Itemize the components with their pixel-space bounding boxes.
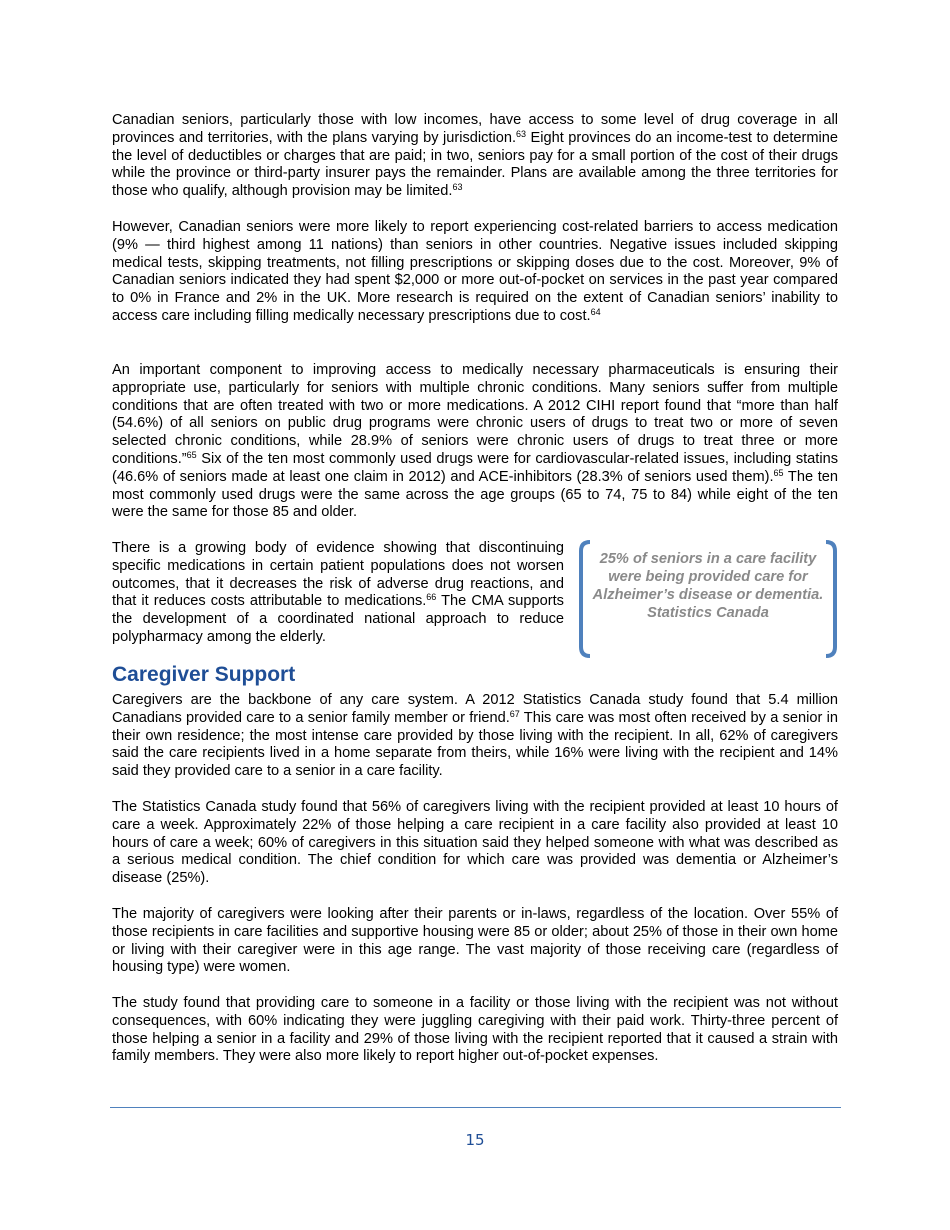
pull-quote-text <box>588 550 828 622</box>
footnote-ref: 64 <box>590 306 601 317</box>
paragraph-appropriate-use: An important component to improving access to medically necessary pharmaceuticals is ensuring their appropriate use, particularly for seniors with multiple chronic conditions. Many seniors suffer from multiple conditions that are often treated with two or more medications. A 2012 CIHI report found that “more than half (54.6%) of all seniors on public drug programs were chronic users of drugs to treat two or more of seven selected chronic conditions, while 28.9% of seniors were chronic users of drugs to treat three or more conditions.”$^{65}$ Six of the ten most commonly used drugs were for cardiovascular-related issues, including statins (46.6% of seniors made at least one claim in 2012) and ACE-inhibitors (28.3% of seniors used them).$^{65}$ The ten most commonly used drugs were the same across the age groups (65 to 74, 75 to 84) while eight of the ten were the same for those 85 and older. <box>112 362 838 521</box>
footnote-ref: 63 <box>516 128 527 139</box>
paragraph-hours-of-care: The Statistics Canada study found that 56% of caregivers living with the recipient provided at least 10 hours of care a week. Approximately 22% of those helping a care recipient in a care facility also provided at least 10 hours of care a week; 60% of caregivers in this situation said they helped someone with what was described as a serious medical condition. The chief condition for which care was provided was dementia or Alzheimer’s disease (25%). <box>112 799 838 887</box>
paragraph-majority-caregivers: The majority of caregivers were looking after their parents or in-laws, regardless of the location. Over 55% of those recipients in care facilities and supportive housing were 85 or older; about 25% of those in their own home or living with their caregiver were in this age range. The vast majority of those receiving care (regardless of housing type) were women. <box>112 906 838 976</box>
section-heading: Caregiver Support <box>112 663 296 686</box>
pull-quote-source: Statistics Canada <box>647 605 769 621</box>
paragraph-caregivers-backbone: Caregivers are the backbone of any care system. A 2012 Statistics Canada study found that 5.4 million Canadians provided care to a senior family member or friend.$^{67}$ This care was most often received by a senior in their own residence; the most intense care provided by those living with the recipient. In all, 62% of caregivers said the care recipients lived in a home separate from theirs, while 16% were living with the recipient and 14% said they provided care to a senior in a care facility. <box>112 692 838 780</box>
paragraph-consequences: The study found that providing care to someone in a facility or those living with the recipient was not without consequences, with 60% indicating they were juggling caregiving with their paid work. Thirty-three percent of those helping a senior in a facility and 29% of those living with the recipient reported that it caused a strain with family members. They were also more likely to report higher out-of-pocket expenses. <box>112 995 838 1065</box>
polypharmacy-section <box>112 540 838 660</box>
footnote-ref: 66 <box>426 592 437 603</box>
paragraph-cost-barriers: However, Canadian seniors were more likely to report experiencing cost-related barriers to access medication (9% — third highest among 11 nations) than seniors in other countries. Negative issues included skipping medical tests, skipping treatments, not filling prescriptions or skipping doses due to the cost. Moreover, 9% of Canadian seniors indicated they had spent $2,000 or more out-of-pocket on services in the past year compared to 0% in France and 2% in the UK. More research is required on the extent of Canadian seniors’ inability to access care including filling medically necessary prescriptions due to cost.$^{64}$ <box>112 219 838 324</box>
paragraph-drug-coverage: Canadian seniors, particularly those with low incomes, have access to some level of drug coverage in all provinces and territories, with the plans varying by jurisdiction.$^{63}$ Eight provinces do an income-test to determine the level of deductibles or charges that are paid; in two, seniors pay for a small portion of the cost of their drugs while the province or third-party insurer pays the remainder. Plans are available among the three territories for those who qualify, although provision may be limited.$^{63}$ <box>112 112 838 200</box>
paragraph-polypharmacy: There is a growing body of evidence showing that discontinuing specific medications in certain patient populations does not worsen outcomes, that it decreases the risk of adverse drug reactions, and that it reduces costs attributable to medications.$^{66}$ The CMA supports the development of a coordinated national approach to reduce polypharmacy among the elderly. <box>112 540 564 645</box>
footnote-ref: 67 <box>509 708 520 719</box>
footnote-ref: 65 <box>186 449 197 460</box>
page-number: 15 <box>465 1131 485 1149</box>
pull-quote <box>578 540 838 658</box>
footnote-ref: 63 <box>452 182 463 193</box>
footnote-ref: 65 <box>773 467 784 478</box>
pull-quote-statement: 25% of seniors in a care facility were being provided care for Alzheimer’s disease or dementia. <box>592 551 824 603</box>
footer-divider <box>110 1107 841 1108</box>
